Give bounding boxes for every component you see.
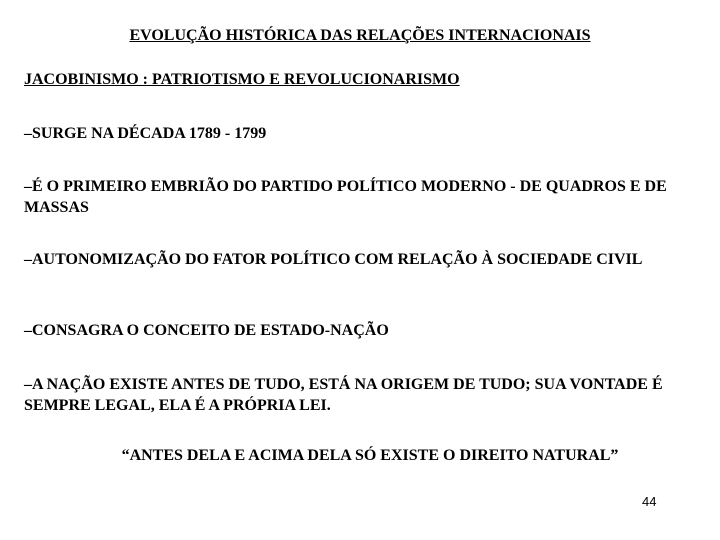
bullet-item: –É O PRIMEIRO EMBRIÃO DO PARTIDO POLÍTICO MODERNO - DE QUADROS E DE MASSAS <box>24 178 667 216</box>
bullet-item: –AUTONOMIZAÇÃO DO FATOR POLÍTICO COM RELAÇÃO À SOCIEDADE CIVIL <box>24 251 643 268</box>
slide-subtitle: JACOBINISMO : PATRIOTISMO E REVOLUCIONARISMO <box>24 71 460 88</box>
bullet-item: –CONSAGRA O CONCEITO DE ESTADO-NAÇÃO <box>24 322 389 339</box>
page-number: 44 <box>642 494 657 509</box>
bullet-item: –A NAÇÃO EXISTE ANTES DE TUDO, ESTÁ NA ORIGEM DE TUDO; SUA VONTADE É SEMPRE LEGAL, ELA É A PRÓPRIA LEI. <box>24 376 663 414</box>
quote-text: “ANTES DELA E ACIMA DELA SÓ EXISTE O DIREITO NATURAL” <box>121 447 619 464</box>
slide-title: EVOLUÇÃO HISTÓRICA DAS RELAÇÕES INTERNACIONAIS <box>129 27 591 44</box>
bullet-item: –SURGE NA DÉCADA 1789 - 1799 <box>24 125 267 142</box>
